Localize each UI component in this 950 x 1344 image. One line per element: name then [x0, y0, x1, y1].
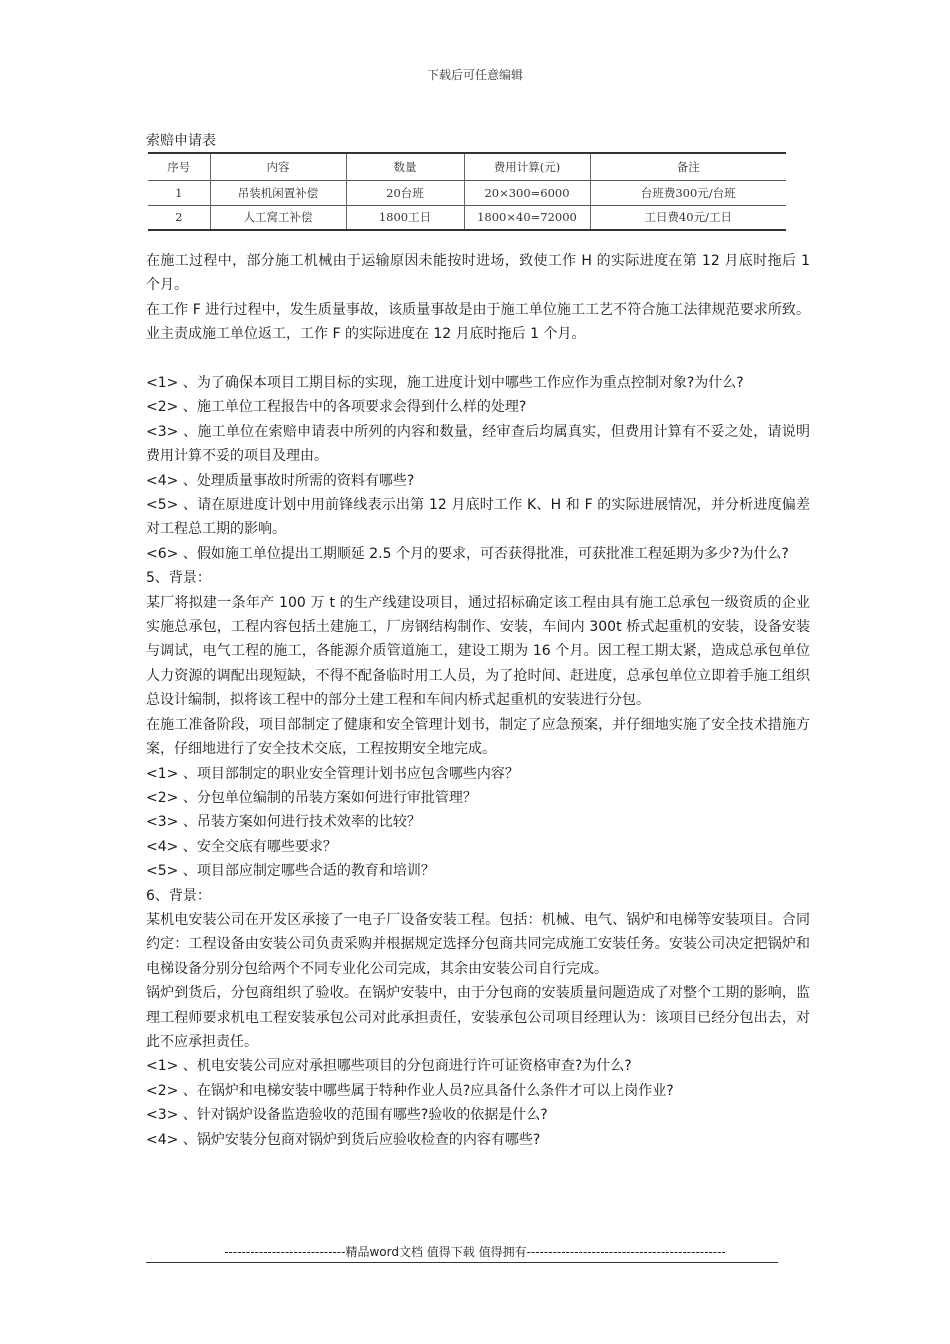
table-cell: 1800工日 [346, 205, 464, 230]
page-footer: ----------------------------精品word文档 值得下载 值得拥有---------------------------------------------- [224, 1245, 726, 1259]
question: <2> 、施工单位工程报告中的各项要求会得到什么样的处理? [146, 399, 527, 416]
question: <2> 、分包单位编制的吊装方案如何进行审批管理？ [146, 789, 477, 806]
paragraph: 在施工准备阶段，项目部制定了健康和安全管理计划书，制定了应急预案，并仔细地实施了安全技术措施方案，仔细地进行了安全技术交底，工程按期安全地完成。 [146, 716, 810, 758]
section-heading: 5、背景： [146, 570, 211, 587]
question: <3> 、施工单位在索赔申请表中所列的内容和数量，经审查后均属真实，但费用计算有不妥之处，请说明费用计算不妥的项目及理由。 [146, 423, 810, 465]
question: <1> 、为了确保本项目工期目标的实现，施工进度计划中哪些工作应作为重点控制对象?为什么? [146, 375, 744, 392]
question: <2> 、在锅炉和电梯安装中哪些属于特种作业人员?应具备什么条件才可以上岗作业? [146, 1082, 674, 1099]
claim-table [148, 152, 786, 231]
table-cell: 工日费40元/工日 [590, 205, 786, 230]
table-cell: 20×300=6000 [464, 180, 590, 205]
table-row [148, 205, 786, 230]
table-cell: 20台班 [346, 180, 464, 205]
document-body [146, 249, 810, 1152]
table-header-row [148, 153, 786, 180]
question: <4> 、处理质量事故时所需的资料有哪些? [146, 472, 415, 489]
paragraph: 在施工过程中，部分施工机械由于运输原因未能按时进场，致使工作 H 的实际进度在第 12 月底时拖后 1 个月。 [146, 253, 810, 294]
blank-line [146, 347, 810, 371]
question: <6> 、假如施工单位提出工期顺延 2.5 个月的要求，可否获得批准，可获批准工程延期为多少?为什么? [146, 545, 789, 562]
table-row [148, 180, 786, 205]
table-title: 索赔申请表 [146, 133, 216, 149]
paragraph: 在工作 F 进行过程中，发生质量事故，该质量事故是由于施工单位施工工艺不符合施工法律规范要求所致。业主责成施工单位返工，工作 F 的实际进度在 12 月底时拖后 1 个月。 [146, 301, 810, 343]
footer-divider [146, 1262, 778, 1263]
question: <4> 、安全交底有哪些要求？ [146, 838, 337, 855]
table-cell: 吊装机闲置补偿 [210, 180, 346, 205]
paragraph: 某厂将拟建一条年产 100 万 t 的生产线建设项目，通过招标确定该工程由具有施工总承包一级资质的企业实施总承包，工程内容包括土建施工，厂房钢结构制作、安装，车间内 300t 桥式起重机的安装，设备安装与调试，电气工程的施工，各能源介质管道施工，建设工期为 16 个月。因工程工期太紧，造成总承包单位人力资源的调配出现短缺，不得不配备临时用工人员，为了抢时间、赶进度，总承包单位立即着手施工组织总设计编制，拟将该工程中的部分土建工程和车间内桥式起重机的安装进行分包。 [146, 594, 810, 709]
question: <3> 、吊装方案如何进行技术效率的比较？ [146, 814, 421, 831]
table-cell: 1800×40=72000 [464, 205, 590, 230]
question: <4> 、锅炉安装分包商对锅炉到货后应验收检查的内容有哪些? [146, 1131, 541, 1148]
paragraph: 锅炉到货后，分包商组织了验收。在锅炉安装中，由于分包商的安装质量问题造成了对整个工期的影响，监理工程师要求机电工程安装承包公司对此承担责任，安装承包公司项目经理认为：该项目已经分包出去，对此不应承担责任。 [146, 985, 810, 1050]
paragraph: 某机电安装公司在开发区承接了一电子厂设备安装工程。包括：机械、电气、锅炉和电梯等安装项目。合同约定：工程设备由安装公司负责采购并根据规定选择分包商共同完成施工安装任务。安装公司决定把锅炉和电梯设备分别分包给两个不同专业化公司完成，其余由安装公司自行完成。 [146, 911, 810, 977]
page-header: 下载后可任意编辑 [426, 68, 523, 82]
table-cell: 台班费300元/台班 [590, 180, 786, 205]
section-heading: 6、背景： [146, 887, 211, 904]
question: <1> 、机电安装公司应对承担哪些项目的分包商进行许可证资格审查?为什么? [146, 1058, 632, 1075]
question: <1> 、项目部制定的职业安全管理计划书应包含哪些内容？ [146, 765, 519, 782]
question: <5> 、请在原进度计划中用前锋线表示出第 12 月底时工作 K、H 和 F 的实际进展情况，并分析进度偏差对工程总工期的影响。 [146, 497, 810, 538]
table-cell: 2 [148, 205, 210, 230]
column-header: 数量 [346, 153, 464, 180]
column-header: 费用计算(元) [464, 153, 590, 180]
table-cell: 人工窝工补偿 [210, 205, 346, 230]
question: <3> 、针对锅炉设备监造验收的范围有哪些?验收的依据是什么? [146, 1107, 548, 1124]
column-header: 序号 [148, 153, 210, 180]
column-header: 备注 [590, 153, 786, 180]
column-header: 内容 [210, 153, 346, 180]
table-cell: 1 [148, 180, 210, 205]
question: <5> 、项目部应制定哪些合适的教育和培训？ [146, 863, 435, 880]
